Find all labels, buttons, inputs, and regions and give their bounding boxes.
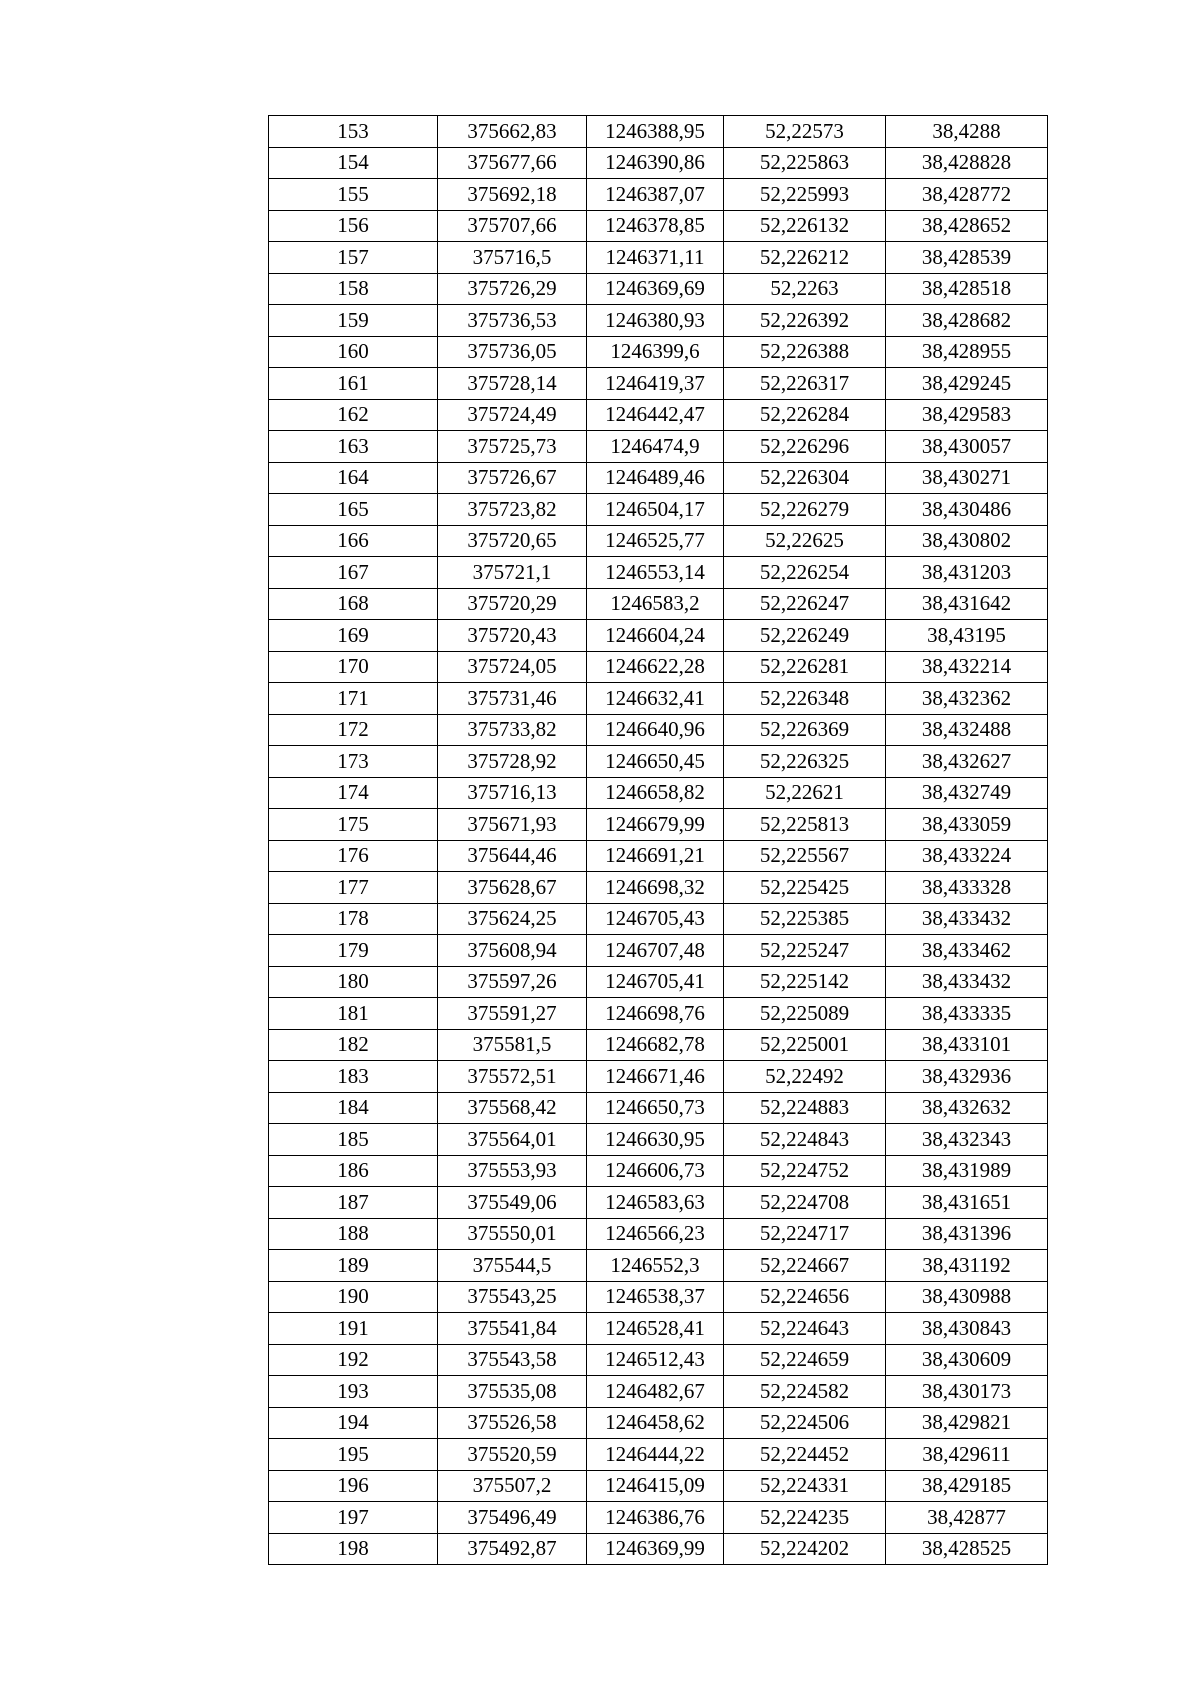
y-coordinate-cell: 1246528,41	[587, 1313, 724, 1345]
x-coordinate-cell: 375720,65	[438, 525, 587, 557]
y-coordinate-cell: 1246630,95	[587, 1124, 724, 1156]
table-row	[269, 1470, 1048, 1502]
y-coordinate-cell: 1246698,76	[587, 998, 724, 1030]
latitude-cell: 52,224452	[724, 1439, 886, 1471]
x-coordinate-cell: 375568,42	[438, 1092, 587, 1124]
table-row	[269, 903, 1048, 935]
latitude-cell: 52,226296	[724, 431, 886, 463]
latitude-cell: 52,225001	[724, 1029, 886, 1061]
latitude-cell: 52,225813	[724, 809, 886, 841]
y-coordinate-cell: 1246553,14	[587, 557, 724, 589]
y-coordinate-cell: 1246604,24	[587, 620, 724, 652]
longitude-cell: 38,433432	[886, 966, 1048, 998]
point-number-cell: 158	[269, 273, 438, 305]
longitude-cell: 38,429245	[886, 368, 1048, 400]
x-coordinate-cell: 375549,06	[438, 1187, 587, 1219]
y-coordinate-cell: 1246691,21	[587, 840, 724, 872]
longitude-cell: 38,430173	[886, 1376, 1048, 1408]
x-coordinate-cell: 375671,93	[438, 809, 587, 841]
x-coordinate-cell: 375624,25	[438, 903, 587, 935]
y-coordinate-cell: 1246566,23	[587, 1218, 724, 1250]
point-number-cell: 185	[269, 1124, 438, 1156]
table-row	[269, 1376, 1048, 1408]
point-number-cell: 189	[269, 1250, 438, 1282]
x-coordinate-cell: 375721,1	[438, 557, 587, 589]
longitude-cell: 38,428772	[886, 179, 1048, 211]
x-coordinate-cell: 375736,53	[438, 305, 587, 337]
latitude-cell: 52,226304	[724, 462, 886, 494]
y-coordinate-cell: 1246606,73	[587, 1155, 724, 1187]
table-row	[269, 431, 1048, 463]
y-coordinate-cell: 1246552,3	[587, 1250, 724, 1282]
latitude-cell: 52,226279	[724, 494, 886, 526]
table-row	[269, 620, 1048, 652]
latitude-cell: 52,226254	[724, 557, 886, 589]
x-coordinate-cell: 375724,05	[438, 651, 587, 683]
latitude-cell: 52,22621	[724, 777, 886, 809]
latitude-cell: 52,225089	[724, 998, 886, 1030]
latitude-cell: 52,226132	[724, 210, 886, 242]
latitude-cell: 52,224717	[724, 1218, 886, 1250]
table-row	[269, 1281, 1048, 1313]
point-number-cell: 163	[269, 431, 438, 463]
latitude-cell: 52,225567	[724, 840, 886, 872]
point-number-cell: 177	[269, 872, 438, 904]
y-coordinate-cell: 1246698,32	[587, 872, 724, 904]
latitude-cell: 52,224582	[724, 1376, 886, 1408]
table-row	[269, 872, 1048, 904]
point-number-cell: 197	[269, 1502, 438, 1534]
longitude-cell: 38,432936	[886, 1061, 1048, 1093]
point-number-cell: 179	[269, 935, 438, 967]
table-row	[269, 147, 1048, 179]
point-number-cell: 153	[269, 116, 438, 148]
table-row	[269, 809, 1048, 841]
x-coordinate-cell: 375543,58	[438, 1344, 587, 1376]
point-number-cell: 178	[269, 903, 438, 935]
point-number-cell: 198	[269, 1533, 438, 1565]
x-coordinate-cell: 375535,08	[438, 1376, 587, 1408]
table-row	[269, 525, 1048, 557]
table-row	[269, 588, 1048, 620]
x-coordinate-cell: 375553,93	[438, 1155, 587, 1187]
point-number-cell: 191	[269, 1313, 438, 1345]
longitude-cell: 38,432632	[886, 1092, 1048, 1124]
latitude-cell: 52,226247	[724, 588, 886, 620]
point-number-cell: 174	[269, 777, 438, 809]
y-coordinate-cell: 1246369,99	[587, 1533, 724, 1565]
table-row	[269, 714, 1048, 746]
point-number-cell: 165	[269, 494, 438, 526]
table-row	[269, 935, 1048, 967]
point-number-cell: 170	[269, 651, 438, 683]
table-row	[269, 116, 1048, 148]
table-row	[269, 777, 1048, 809]
latitude-cell: 52,226317	[724, 368, 886, 400]
longitude-cell: 38,432627	[886, 746, 1048, 778]
longitude-cell: 38,433101	[886, 1029, 1048, 1061]
table-row	[269, 1533, 1048, 1565]
longitude-cell: 38,431192	[886, 1250, 1048, 1282]
x-coordinate-cell: 375728,14	[438, 368, 587, 400]
latitude-cell: 52,224643	[724, 1313, 886, 1345]
y-coordinate-cell: 1246650,45	[587, 746, 724, 778]
coordinates-table-body	[269, 116, 1048, 1565]
table-row	[269, 1061, 1048, 1093]
latitude-cell: 52,224235	[724, 1502, 886, 1534]
x-coordinate-cell: 375608,94	[438, 935, 587, 967]
y-coordinate-cell: 1246419,37	[587, 368, 724, 400]
longitude-cell: 38,433059	[886, 809, 1048, 841]
point-number-cell: 166	[269, 525, 438, 557]
y-coordinate-cell: 1246622,28	[587, 651, 724, 683]
longitude-cell: 38,431642	[886, 588, 1048, 620]
latitude-cell: 52,225863	[724, 147, 886, 179]
point-number-cell: 162	[269, 399, 438, 431]
y-coordinate-cell: 1246512,43	[587, 1344, 724, 1376]
x-coordinate-cell: 375677,66	[438, 147, 587, 179]
longitude-cell: 38,430271	[886, 462, 1048, 494]
x-coordinate-cell: 375716,13	[438, 777, 587, 809]
x-coordinate-cell: 375724,49	[438, 399, 587, 431]
table-row	[269, 1124, 1048, 1156]
y-coordinate-cell: 1246444,22	[587, 1439, 724, 1471]
point-number-cell: 160	[269, 336, 438, 368]
point-number-cell: 190	[269, 1281, 438, 1313]
table-row	[269, 651, 1048, 683]
latitude-cell: 52,224656	[724, 1281, 886, 1313]
x-coordinate-cell: 375720,29	[438, 588, 587, 620]
point-number-cell: 157	[269, 242, 438, 274]
latitude-cell: 52,224202	[724, 1533, 886, 1565]
longitude-cell: 38,428652	[886, 210, 1048, 242]
table-row	[269, 210, 1048, 242]
longitude-cell: 38,428518	[886, 273, 1048, 305]
longitude-cell: 38,431989	[886, 1155, 1048, 1187]
point-number-cell: 188	[269, 1218, 438, 1250]
latitude-cell: 52,226388	[724, 336, 886, 368]
x-coordinate-cell: 375550,01	[438, 1218, 587, 1250]
table-row	[269, 840, 1048, 872]
y-coordinate-cell: 1246640,96	[587, 714, 724, 746]
y-coordinate-cell: 1246671,46	[587, 1061, 724, 1093]
x-coordinate-cell: 375644,46	[438, 840, 587, 872]
longitude-cell: 38,431396	[886, 1218, 1048, 1250]
x-coordinate-cell: 375662,83	[438, 116, 587, 148]
latitude-cell: 52,224506	[724, 1407, 886, 1439]
x-coordinate-cell: 375731,46	[438, 683, 587, 715]
table-row	[269, 399, 1048, 431]
point-number-cell: 171	[269, 683, 438, 715]
x-coordinate-cell: 375544,5	[438, 1250, 587, 1282]
coordinates-table	[268, 115, 1048, 1565]
latitude-cell: 52,226348	[724, 683, 886, 715]
point-number-cell: 175	[269, 809, 438, 841]
x-coordinate-cell: 375720,43	[438, 620, 587, 652]
x-coordinate-cell: 375728,92	[438, 746, 587, 778]
point-number-cell: 181	[269, 998, 438, 1030]
y-coordinate-cell: 1246705,41	[587, 966, 724, 998]
y-coordinate-cell: 1246707,48	[587, 935, 724, 967]
longitude-cell: 38,432488	[886, 714, 1048, 746]
x-coordinate-cell: 375591,27	[438, 998, 587, 1030]
y-coordinate-cell: 1246583,63	[587, 1187, 724, 1219]
point-number-cell: 159	[269, 305, 438, 337]
y-coordinate-cell: 1246504,17	[587, 494, 724, 526]
x-coordinate-cell: 375496,49	[438, 1502, 587, 1534]
x-coordinate-cell: 375707,66	[438, 210, 587, 242]
point-number-cell: 192	[269, 1344, 438, 1376]
point-number-cell: 155	[269, 179, 438, 211]
x-coordinate-cell: 375572,51	[438, 1061, 587, 1093]
latitude-cell: 52,224843	[724, 1124, 886, 1156]
x-coordinate-cell: 375541,84	[438, 1313, 587, 1345]
latitude-cell: 52,226212	[724, 242, 886, 274]
point-number-cell: 180	[269, 966, 438, 998]
latitude-cell: 52,225385	[724, 903, 886, 935]
x-coordinate-cell: 375726,29	[438, 273, 587, 305]
point-number-cell: 187	[269, 1187, 438, 1219]
table-row	[269, 557, 1048, 589]
longitude-cell: 38,430802	[886, 525, 1048, 557]
longitude-cell: 38,432214	[886, 651, 1048, 683]
longitude-cell: 38,42877	[886, 1502, 1048, 1534]
x-coordinate-cell: 375723,82	[438, 494, 587, 526]
table-row	[269, 1092, 1048, 1124]
y-coordinate-cell: 1246658,82	[587, 777, 724, 809]
longitude-cell: 38,429185	[886, 1470, 1048, 1502]
longitude-cell: 38,430609	[886, 1344, 1048, 1376]
latitude-cell: 52,226249	[724, 620, 886, 652]
table-row	[269, 1029, 1048, 1061]
longitude-cell: 38,433462	[886, 935, 1048, 967]
longitude-cell: 38,433432	[886, 903, 1048, 935]
latitude-cell: 52,225142	[724, 966, 886, 998]
latitude-cell: 52,224331	[724, 1470, 886, 1502]
latitude-cell: 52,225993	[724, 179, 886, 211]
table-row	[269, 966, 1048, 998]
longitude-cell: 38,428682	[886, 305, 1048, 337]
y-coordinate-cell: 1246387,07	[587, 179, 724, 211]
longitude-cell: 38,432749	[886, 777, 1048, 809]
y-coordinate-cell: 1246442,47	[587, 399, 724, 431]
latitude-cell: 52,224883	[724, 1092, 886, 1124]
table-row	[269, 746, 1048, 778]
latitude-cell: 52,226392	[724, 305, 886, 337]
longitude-cell: 38,429583	[886, 399, 1048, 431]
x-coordinate-cell: 375628,67	[438, 872, 587, 904]
longitude-cell: 38,433335	[886, 998, 1048, 1030]
longitude-cell: 38,429821	[886, 1407, 1048, 1439]
longitude-cell: 38,433328	[886, 872, 1048, 904]
table-row	[269, 368, 1048, 400]
table-row	[269, 998, 1048, 1030]
longitude-cell: 38,431651	[886, 1187, 1048, 1219]
y-coordinate-cell: 1246415,09	[587, 1470, 724, 1502]
y-coordinate-cell: 1246369,69	[587, 273, 724, 305]
longitude-cell: 38,430057	[886, 431, 1048, 463]
point-number-cell: 172	[269, 714, 438, 746]
x-coordinate-cell: 375581,5	[438, 1029, 587, 1061]
table-row	[269, 494, 1048, 526]
x-coordinate-cell: 375733,82	[438, 714, 587, 746]
table-row	[269, 179, 1048, 211]
point-number-cell: 186	[269, 1155, 438, 1187]
latitude-cell: 52,226325	[724, 746, 886, 778]
longitude-cell: 38,430988	[886, 1281, 1048, 1313]
table-row	[269, 305, 1048, 337]
latitude-cell: 52,224708	[724, 1187, 886, 1219]
point-number-cell: 182	[269, 1029, 438, 1061]
y-coordinate-cell: 1246679,99	[587, 809, 724, 841]
x-coordinate-cell: 375716,5	[438, 242, 587, 274]
latitude-cell: 52,226284	[724, 399, 886, 431]
y-coordinate-cell: 1246378,85	[587, 210, 724, 242]
longitude-cell: 38,430486	[886, 494, 1048, 526]
latitude-cell: 52,224659	[724, 1344, 886, 1376]
latitude-cell: 52,22573	[724, 116, 886, 148]
table-row	[269, 273, 1048, 305]
point-number-cell: 156	[269, 210, 438, 242]
x-coordinate-cell: 375492,87	[438, 1533, 587, 1565]
y-coordinate-cell: 1246458,62	[587, 1407, 724, 1439]
y-coordinate-cell: 1246380,93	[587, 305, 724, 337]
latitude-cell: 52,224667	[724, 1250, 886, 1282]
table-row	[269, 1439, 1048, 1471]
point-number-cell: 196	[269, 1470, 438, 1502]
x-coordinate-cell: 375597,26	[438, 966, 587, 998]
longitude-cell: 38,428539	[886, 242, 1048, 274]
y-coordinate-cell: 1246650,73	[587, 1092, 724, 1124]
longitude-cell: 38,431203	[886, 557, 1048, 589]
table-row	[269, 1218, 1048, 1250]
longitude-cell: 38,4288	[886, 116, 1048, 148]
table-row	[269, 1187, 1048, 1219]
y-coordinate-cell: 1246474,9	[587, 431, 724, 463]
point-number-cell: 161	[269, 368, 438, 400]
longitude-cell: 38,428828	[886, 147, 1048, 179]
longitude-cell: 38,432362	[886, 683, 1048, 715]
y-coordinate-cell: 1246632,41	[587, 683, 724, 715]
y-coordinate-cell: 1246682,78	[587, 1029, 724, 1061]
x-coordinate-cell: 375726,67	[438, 462, 587, 494]
table-row	[269, 1407, 1048, 1439]
x-coordinate-cell: 375520,59	[438, 1439, 587, 1471]
x-coordinate-cell: 375526,58	[438, 1407, 587, 1439]
table-row	[269, 462, 1048, 494]
latitude-cell: 52,2263	[724, 273, 886, 305]
y-coordinate-cell: 1246489,46	[587, 462, 724, 494]
x-coordinate-cell: 375543,25	[438, 1281, 587, 1313]
latitude-cell: 52,225247	[724, 935, 886, 967]
y-coordinate-cell: 1246390,86	[587, 147, 724, 179]
table-row	[269, 336, 1048, 368]
point-number-cell: 183	[269, 1061, 438, 1093]
longitude-cell: 38,428525	[886, 1533, 1048, 1565]
latitude-cell: 52,22492	[724, 1061, 886, 1093]
table-row	[269, 683, 1048, 715]
point-number-cell: 173	[269, 746, 438, 778]
longitude-cell: 38,428955	[886, 336, 1048, 368]
longitude-cell: 38,429611	[886, 1439, 1048, 1471]
point-number-cell: 154	[269, 147, 438, 179]
point-number-cell: 169	[269, 620, 438, 652]
latitude-cell: 52,224752	[724, 1155, 886, 1187]
point-number-cell: 184	[269, 1092, 438, 1124]
x-coordinate-cell: 375692,18	[438, 179, 587, 211]
y-coordinate-cell: 1246705,43	[587, 903, 724, 935]
longitude-cell: 38,43195	[886, 620, 1048, 652]
point-number-cell: 193	[269, 1376, 438, 1408]
latitude-cell: 52,225425	[724, 872, 886, 904]
x-coordinate-cell: 375507,2	[438, 1470, 587, 1502]
table-row	[269, 1502, 1048, 1534]
longitude-cell: 38,432343	[886, 1124, 1048, 1156]
table-row	[269, 242, 1048, 274]
point-number-cell: 164	[269, 462, 438, 494]
latitude-cell: 52,226281	[724, 651, 886, 683]
y-coordinate-cell: 1246371,11	[587, 242, 724, 274]
latitude-cell: 52,226369	[724, 714, 886, 746]
y-coordinate-cell: 1246482,67	[587, 1376, 724, 1408]
point-number-cell: 176	[269, 840, 438, 872]
longitude-cell: 38,430843	[886, 1313, 1048, 1345]
latitude-cell: 52,22625	[724, 525, 886, 557]
point-number-cell: 168	[269, 588, 438, 620]
x-coordinate-cell: 375564,01	[438, 1124, 587, 1156]
point-number-cell: 195	[269, 1439, 438, 1471]
y-coordinate-cell: 1246386,76	[587, 1502, 724, 1534]
y-coordinate-cell: 1246583,2	[587, 588, 724, 620]
longitude-cell: 38,433224	[886, 840, 1048, 872]
y-coordinate-cell: 1246525,77	[587, 525, 724, 557]
y-coordinate-cell: 1246538,37	[587, 1281, 724, 1313]
table-row	[269, 1344, 1048, 1376]
table-row	[269, 1155, 1048, 1187]
table-row	[269, 1313, 1048, 1345]
y-coordinate-cell: 1246399,6	[587, 336, 724, 368]
point-number-cell: 194	[269, 1407, 438, 1439]
x-coordinate-cell: 375736,05	[438, 336, 587, 368]
point-number-cell: 167	[269, 557, 438, 589]
y-coordinate-cell: 1246388,95	[587, 116, 724, 148]
x-coordinate-cell: 375725,73	[438, 431, 587, 463]
table-row	[269, 1250, 1048, 1282]
